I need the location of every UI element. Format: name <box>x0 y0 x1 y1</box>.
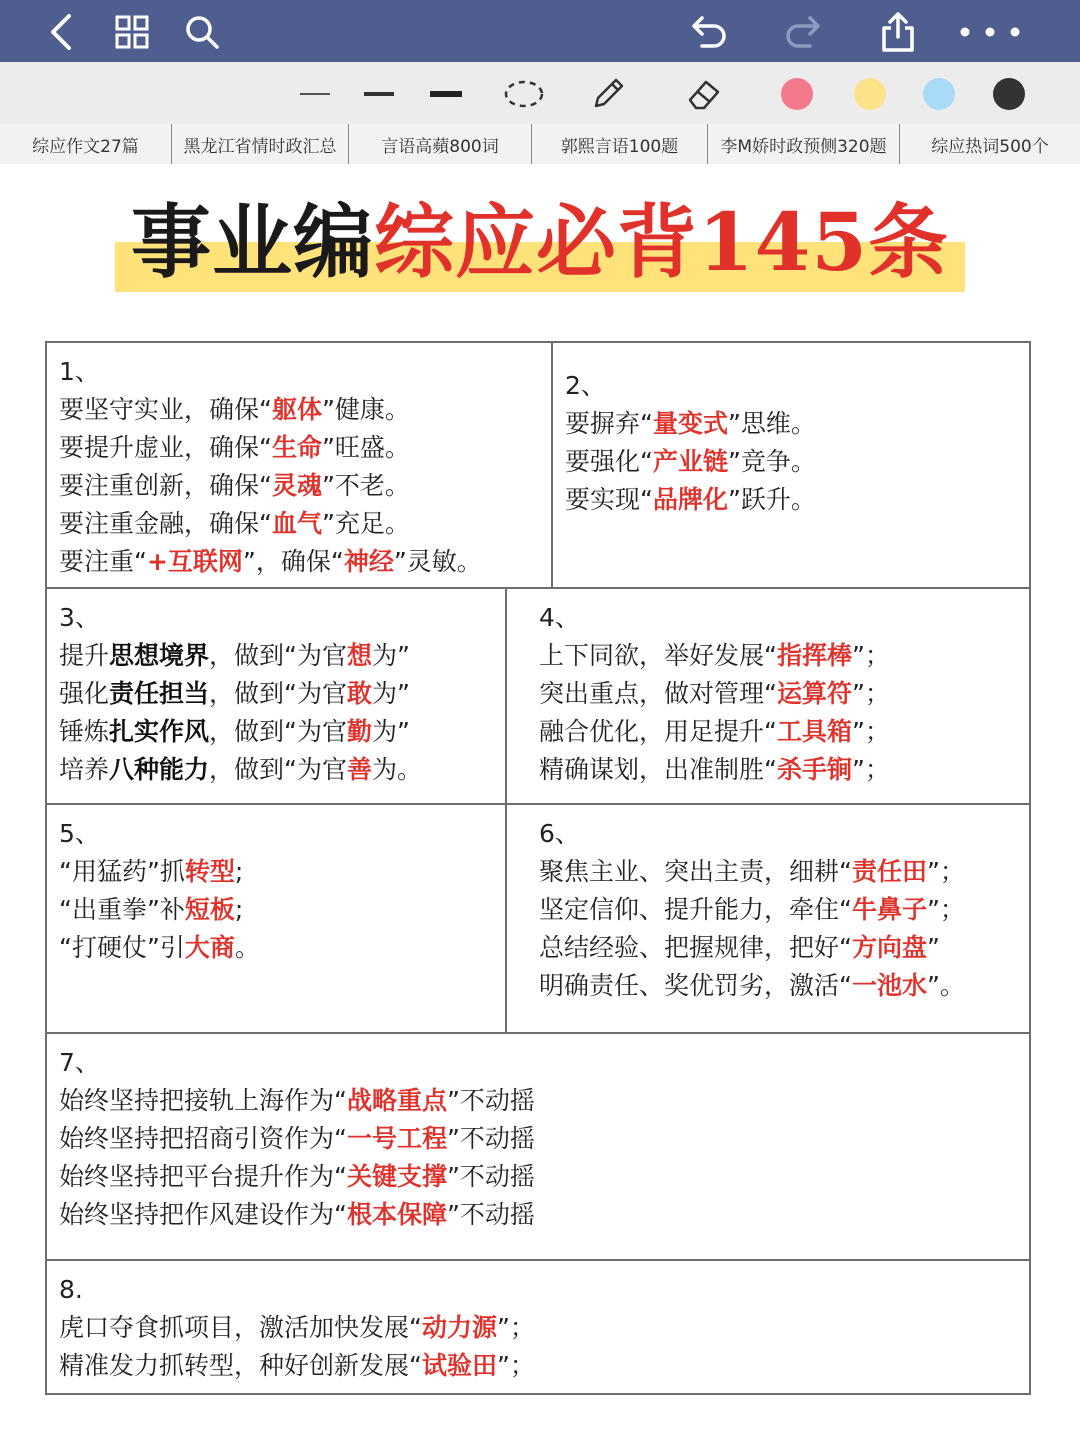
text-segment: ”不动摇 <box>446 1162 535 1191</box>
search-icon[interactable] <box>180 8 224 56</box>
text-segment: 为。 <box>372 755 423 784</box>
section-number: 5、 <box>59 819 100 848</box>
text-segment: ”灵敏。 <box>393 547 482 576</box>
text-segment: ”旺盛。 <box>321 433 410 462</box>
highlight-keyword: 转型 <box>184 857 235 886</box>
text-line <box>59 929 493 967</box>
text-line <box>59 713 493 751</box>
section-number: 8. <box>59 1275 83 1304</box>
text-line <box>59 467 539 505</box>
text-segment: 为” <box>372 641 410 670</box>
text-segment: ”； <box>926 857 965 886</box>
text-segment: ”充足。 <box>321 509 410 538</box>
text-line <box>59 1309 1017 1347</box>
highlight-keyword: +互联网 <box>146 547 243 576</box>
text-segment: 要提升虚业，确保“ <box>59 433 272 462</box>
text-line <box>565 443 1017 481</box>
text-segment: ，做到“为官 <box>209 641 347 670</box>
highlight-keyword: 战略重点 <box>346 1086 447 1115</box>
text-segment: 始终坚持把平台提升作为“ <box>59 1162 347 1191</box>
text-segment: 提升 <box>59 641 110 670</box>
text-line <box>59 1082 1017 1120</box>
highlight-keyword: 敢 <box>346 679 372 708</box>
highlight-keyword: 善 <box>346 755 372 784</box>
color-swatch-blue[interactable] <box>922 72 956 116</box>
highlight-keyword: 量变式 <box>652 409 728 438</box>
highlight-keyword: 运算符 <box>776 679 852 708</box>
section-3 <box>45 587 507 805</box>
text-line <box>539 929 1017 967</box>
text-segment: ”； <box>496 1313 535 1342</box>
tab-item[interactable]: 综应热词500个 <box>931 136 1049 157</box>
text-segment: 坚定信仰、提升能力，牵住“ <box>539 895 852 924</box>
text-segment: 始终坚持把作风建设作为“ <box>59 1200 347 1229</box>
text-segment: ，做到“为官 <box>209 717 347 746</box>
section-1 <box>45 341 553 589</box>
text-line <box>565 405 1017 443</box>
text-line <box>539 891 1017 929</box>
redo-icon[interactable] <box>780 8 824 56</box>
highlight-keyword: 大商 <box>184 933 235 962</box>
text-segment: 始终坚持把招商引资作为“ <box>59 1124 347 1153</box>
text-segment: 精准发力抓转型，种好创新发展“ <box>59 1351 422 1380</box>
text-segment: 培养 <box>59 755 110 784</box>
text-segment: ”； <box>851 755 890 784</box>
highlight-keyword: 指挥棒 <box>776 641 852 670</box>
highlight-keyword: 关键支撑 <box>346 1162 447 1191</box>
text-segment: ” <box>926 933 940 962</box>
text-segment: ”。 <box>926 971 965 1000</box>
text-segment: 要注重“ <box>59 547 147 576</box>
text-segment: 融合优化，用足提升“ <box>539 717 777 746</box>
section-number: 3、 <box>59 603 100 632</box>
text-segment: 要强化“ <box>565 447 653 476</box>
highlight-keyword: 品牌化 <box>652 485 728 514</box>
text-segment: ，做到“为官 <box>209 679 347 708</box>
text-line <box>565 481 1017 519</box>
text-segment: 为” <box>372 717 410 746</box>
text-segment: ”不动摇 <box>446 1200 535 1229</box>
tab-item[interactable]: 郭熙言语100题 <box>532 124 708 164</box>
text-segment: ”思维。 <box>727 409 816 438</box>
highlight-keyword: 试验田 <box>421 1351 497 1380</box>
text-segment: 精确谋划，出准制胜“ <box>539 755 777 784</box>
text-line <box>59 891 493 929</box>
top-nav-bar <box>0 0 1080 62</box>
section-7 <box>45 1032 1031 1261</box>
text-segment: 为” <box>372 679 410 708</box>
text-segment: “打硬仗”引 <box>59 933 185 962</box>
text-segment: 虎口夺食抓项目，激活加快发展“ <box>59 1313 422 1342</box>
highlight-keyword: 灵魂 <box>271 471 322 500</box>
highlight-keyword: 责任田 <box>851 857 927 886</box>
text-segment: ”竞争。 <box>727 447 816 476</box>
text-segment: “用猛药”抓 <box>59 857 185 886</box>
text-segment: 上下同欲，举好发展“ <box>539 641 777 670</box>
highlight-keyword: 短板 <box>184 895 235 924</box>
text-segment: 始终坚持把接轨上海作为“ <box>59 1086 347 1115</box>
color-swatch-black[interactable] <box>992 72 1026 116</box>
tab-item[interactable]: 黑龙江省情时政汇总 <box>172 124 349 164</box>
section-number: 7、 <box>59 1048 100 1077</box>
text-segment: ，做到“为官 <box>209 755 347 784</box>
bold-phrase: 八种能力 <box>109 755 210 784</box>
text-segment: 要实现“ <box>565 485 653 514</box>
text-line <box>539 675 1017 713</box>
text-segment: ; <box>234 857 244 886</box>
share-icon[interactable] <box>876 8 920 56</box>
highlight-keyword: 想 <box>346 641 372 670</box>
tab-item[interactable]: 李M娇时政预侧320题 <box>708 124 900 164</box>
text-segment: 要坚守实业，确保“ <box>59 395 272 424</box>
text-segment: ; <box>234 895 244 924</box>
highlight-keyword: 一池水 <box>851 971 927 1000</box>
text-segment: “出重拳”补 <box>59 895 185 924</box>
back-icon[interactable] <box>40 8 80 56</box>
highlight-keyword: 勤 <box>346 717 372 746</box>
highlight-keyword: 神经 <box>343 547 394 576</box>
text-segment: ”； <box>851 679 890 708</box>
more-icon[interactable] <box>950 8 1030 56</box>
document-tabs <box>0 124 1080 164</box>
tab-item[interactable]: 综应作文27篇 <box>0 124 172 164</box>
text-segment: ”跃升。 <box>727 485 816 514</box>
text-line <box>539 853 1017 891</box>
text-line <box>59 429 539 467</box>
highlight-keyword: 动力源 <box>421 1313 497 1342</box>
highlight-keyword: 杀手锏 <box>776 755 852 784</box>
text-segment: ”健康。 <box>321 395 410 424</box>
text-line <box>59 543 539 581</box>
text-line <box>59 675 493 713</box>
tab-item[interactable]: 言语高蘋800词 <box>349 124 532 164</box>
undo-icon[interactable] <box>688 8 732 56</box>
section-number: 4、 <box>539 603 580 632</box>
text-line <box>59 1347 1017 1385</box>
text-segment: ”； <box>496 1351 535 1380</box>
bold-phrase: 扎实作风 <box>109 717 210 746</box>
text-segment: 突出重点，做对管理“ <box>539 679 777 708</box>
text-segment: 总结经验、把握规律，把好“ <box>539 933 852 962</box>
text-line <box>59 505 539 543</box>
highlight-keyword: 工具箱 <box>776 717 852 746</box>
highlight-keyword: 方向盘 <box>851 933 927 962</box>
bold-phrase: 责任担当 <box>109 679 210 708</box>
text-segment: 强化 <box>59 679 110 708</box>
bold-phrase: 思想境界 <box>109 641 210 670</box>
medium-line-icon[interactable] <box>362 72 396 116</box>
section-number: 2、 <box>565 371 606 400</box>
color-swatch-pink[interactable] <box>780 72 814 116</box>
text-segment: ”； <box>851 641 890 670</box>
thick-line-icon[interactable] <box>428 72 464 116</box>
highlight-keyword: 躯体 <box>271 395 322 424</box>
thin-line-icon[interactable] <box>298 72 332 116</box>
section-number: 6、 <box>539 819 580 848</box>
text-line <box>59 1120 1017 1158</box>
text-segment: 要摒弃“ <box>565 409 653 438</box>
text-line <box>59 637 493 675</box>
title-black: 事业编 <box>131 195 374 289</box>
section-6 <box>505 803 1031 1034</box>
text-line <box>539 967 1017 1005</box>
text-line <box>59 391 539 429</box>
highlight-keyword: 产业链 <box>652 447 728 476</box>
highlight-keyword: 根本保障 <box>346 1200 447 1229</box>
text-segment: 聚焦主业、突出主责，细耕“ <box>539 857 852 886</box>
text-line <box>59 751 493 789</box>
text-segment: 要注重金融，确保“ <box>59 509 272 538</box>
highlight-keyword: 血气 <box>271 509 322 538</box>
pencil-icon[interactable] <box>586 72 630 116</box>
section-8 <box>45 1259 1031 1395</box>
section-4 <box>505 587 1031 805</box>
page-title-area <box>0 190 1080 300</box>
section-2 <box>551 341 1031 589</box>
highlight-keyword: 一号工程 <box>346 1124 447 1153</box>
text-line <box>539 713 1017 751</box>
text-segment: 要注重创新，确保“ <box>59 471 272 500</box>
eraser-icon[interactable] <box>682 72 726 116</box>
grid-icon[interactable] <box>110 8 154 56</box>
text-segment: 明确责任、奖优罚劣，激活“ <box>539 971 852 1000</box>
text-segment: ”，确保“ <box>242 547 344 576</box>
text-line <box>59 1158 1017 1196</box>
text-segment: 。 <box>234 933 260 962</box>
color-swatch-yellow[interactable] <box>853 72 887 116</box>
text-segment: ”； <box>926 895 965 924</box>
text-line <box>539 751 1017 789</box>
lasso-icon[interactable] <box>502 72 546 116</box>
text-segment: ”不动摇 <box>446 1124 535 1153</box>
section-5 <box>45 803 507 1034</box>
section-number: 1、 <box>59 357 100 386</box>
text-line <box>59 853 493 891</box>
text-segment: ”； <box>851 717 890 746</box>
text-segment: 锤炼 <box>59 717 110 746</box>
pen-toolbar <box>0 62 1080 124</box>
text-segment: ”不动摇 <box>446 1086 535 1115</box>
text-line <box>539 637 1017 675</box>
text-segment: ”不老。 <box>321 471 410 500</box>
text-line <box>59 1196 1017 1234</box>
title-red: 综应必背145条 <box>374 195 949 289</box>
highlight-keyword: 牛鼻子 <box>851 895 927 924</box>
page-title <box>0 194 1080 290</box>
highlight-keyword: 生命 <box>271 433 322 462</box>
